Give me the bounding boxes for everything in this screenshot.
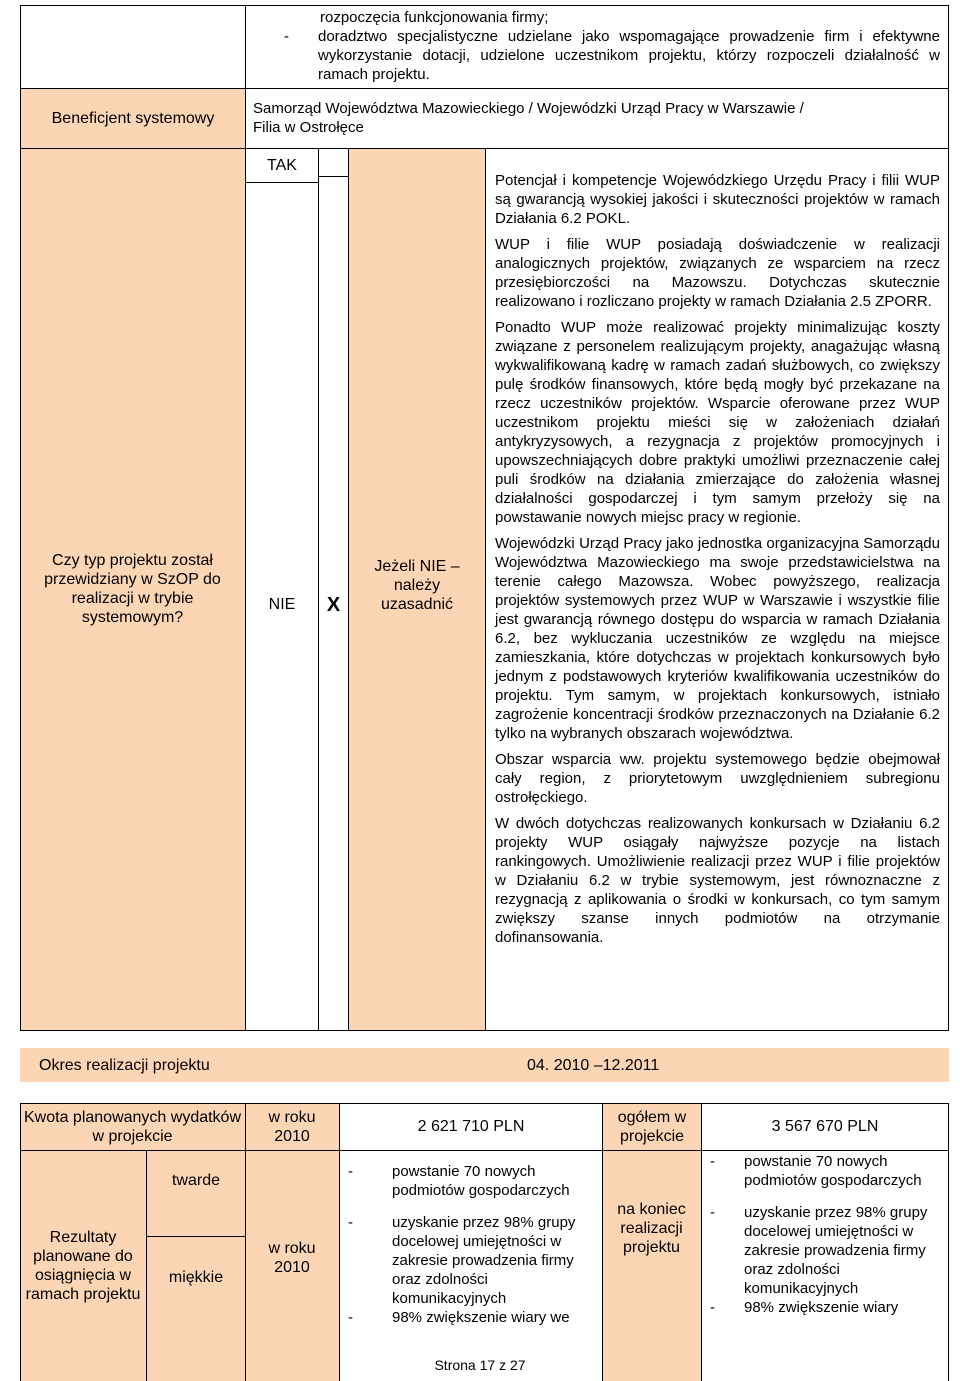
- okres-label: Okres realizacji projektu: [39, 1057, 210, 1074]
- page-number: Strona 17 z 27: [380, 1356, 580, 1374]
- kwota-total-label: ogółem w projekcie: [617, 1108, 687, 1145]
- kwota-total-value: 3 567 670 PLN: [771, 1118, 879, 1135]
- rez-end-miekkie-item: - 98% zwiększenie wiary: [710, 1298, 944, 1317]
- kwota-year-value: 2 621 710 PLN: [417, 1118, 525, 1135]
- rez-2010-miekkie-item: - 98% zwiększenie wiary we: [346, 1308, 598, 1327]
- kwota-year-label: w roku 2010: [268, 1108, 316, 1145]
- beneficjent-value-line2: Filia w Ostrołęce: [253, 119, 364, 136]
- czy-typ-label: Czy typ projektu został przewidziany w SzOP do realizacji w trybie systemowym?: [44, 552, 221, 626]
- tak-option: TAK: [267, 157, 297, 174]
- nie-checked-mark: X: [326, 593, 341, 616]
- rez-end-list: [710, 1152, 944, 1317]
- rez-2010-twarde-item: - powstanie 70 nowych podmiotów gospodarczych: [346, 1162, 598, 1200]
- justification-paragraph: Wojewódzki Urząd Pracy jako jednostka organizacyjna Samorządu Województwa Mazowieckiego ma swoje przedstawicielstwa na terenie całego Mazowsza. Wobec powyższego, realizacja projektów systemowych przez WUP w Warszawie i wszystkie filie jest gwarancją równego dostępu do wsparcia w ramach Działania 6.2, bez wykluczania uczestników ze względu na miejsce zamieszkania, które dotychczas w projektach konkursowych było jednym z podstawowych kryteriów kwalifikowania uczestników do projektu. Tym samym, w projektach konkursowych, istniało zagrożenie koncentracji środków przeznaczonych na Działanie 6.2 tylko na wybranych obszarach województwa.: [495, 535, 940, 742]
- rezultaty-label: Rezultaty planowane do osiągnięcia w ramach projektu: [25, 1228, 141, 1303]
- okres-value: 04. 2010 –12.2011: [527, 1057, 660, 1074]
- top-continuation: [284, 8, 940, 84]
- justification-paragraph: Obszar wsparcia ww. projektu systemowego będzie obejmował cały region, z priorytetowym uwzględnieniem subregionu ostrołęckiego.: [495, 751, 940, 806]
- rez-end-miekkie-item: - uzyskanie przez 98% grupy docelowej umiejętności w zakresie prowadzenia firmy oraz zdolności komunikacyjnych: [710, 1203, 944, 1298]
- kwota-label: Kwota planowanych wydatków w projekcie: [24, 1108, 242, 1145]
- beneficjent-label: Beneficjent systemowy: [51, 110, 215, 127]
- rez-year-label: w roku 2010: [268, 1240, 316, 1276]
- justification-text: [495, 171, 940, 947]
- top-cont-line: rozpoczęcia funkcjonowania firmy;: [320, 9, 549, 26]
- justification-paragraph: Ponadto WUP może realizować projekty minimalizując koszty związane z personelem realizującym projekty, anagażując własną wykwalifikowaną kadrę w ramach zadań służbowych, co zwiększy pulę środków finansowych, które będą mogły być przekazane na rzecz uczestników projektów. Wsparcie oferowane przez WUP uczestnikom projektu mieści się w założeniach działań antykryzysowych, a rezygnacja z projektów promocyjnych i upowszechniających dobre praktyki umożliwi przeznaczenie całej puli środków na działania zmierzające do założenia własnej działalności gospodarczej i tym samym przełoży się na powstawanie nowych miejsc pracy w regionie.: [495, 319, 940, 526]
- rez-end-label: na koniec realizacji projektu: [617, 1200, 686, 1256]
- justify-hint: Jeżeli NIE – należy uzasadnić: [374, 557, 460, 613]
- justification-paragraph: Potencjał i kompetencje Wojewódzkiego Urzędu Pracy i filii WUP są gwarancją wysokiej jakości i skuteczności projektów w ramach Działania 6.2 POKL.: [495, 172, 940, 227]
- miekkie-label: miękkie: [168, 1268, 224, 1286]
- justification-paragraph: W dwóch dotychczas realizowanych konkursach w Działaniu 6.2 projekty WUP osiągały najwyższe pozycje na listach rankingowych. Umożliwienie realizacji przez WUP i filie projektów w Działaniu 6.2 w trybie systemowym, jest równoznaczne z rezygnacją z aplikowania o środki w konkursach, co tym samym zwiększy szanse innych podmiotów na otrzymanie dofinansowania.: [495, 815, 940, 946]
- beneficjent-value-line1: Samorząd Województwa Mazowieckiego / Wojewódzki Urząd Pracy w Warszawie /: [253, 100, 804, 117]
- nie-option: NIE: [268, 595, 296, 613]
- rez-2010-list: [346, 1162, 598, 1327]
- top-cont-bullet: - doradztwo specjalistyczne udzielane jako wspomagające prowadzenie firm i efektywne wykorzystanie dotacji, udzielone uczestnikom projektu, którzy rozpoczeli działalność w ramach projektu.: [284, 27, 940, 84]
- justification-paragraph: WUP i filie WUP posiadają doświadczenie w realizacji analogicznych projektów, związanych ze wsparciem na rzecz przesiębiorczości na Mazowszu. Dotychczas skutecznie realizowano i rozliczano projekty w ramach Działania 2.5 ZPORR.: [495, 236, 940, 310]
- beneficjent-value: [253, 99, 943, 137]
- twarde-label: twarde: [171, 1171, 221, 1189]
- rez-end-twarde-item: - powstanie 70 nowych podmiotów gospodarczych: [710, 1152, 944, 1190]
- rez-2010-miekkie-item: - uzyskanie przez 98% grupy docelowej umiejętności w zakresie prowadzenia firmy oraz zdolności komunikacyjnych: [346, 1213, 598, 1308]
